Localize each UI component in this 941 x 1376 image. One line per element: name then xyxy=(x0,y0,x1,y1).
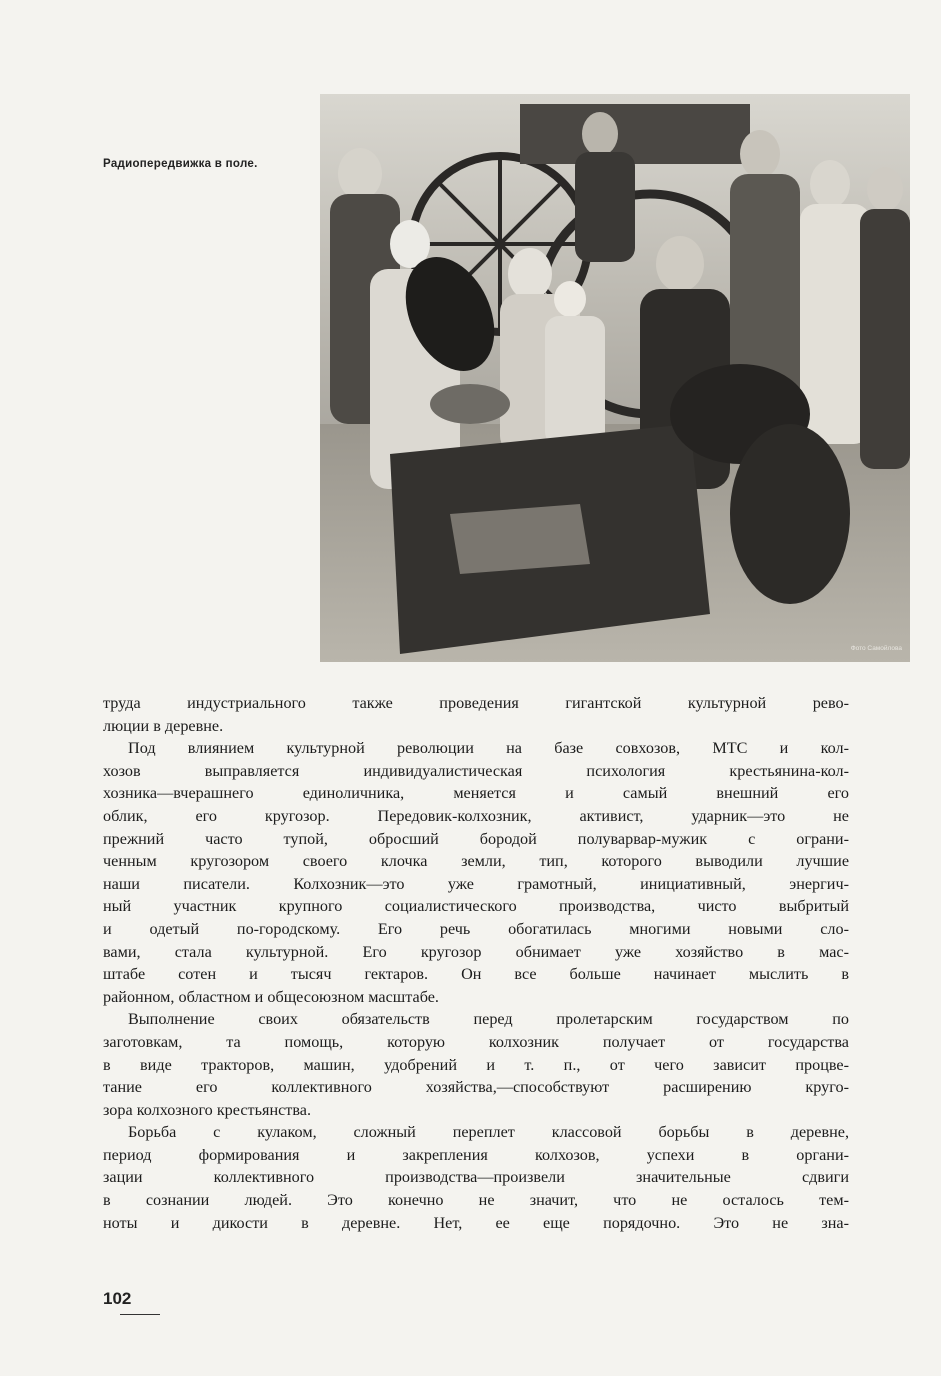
body-text xyxy=(103,692,849,1234)
paragraph xyxy=(103,692,849,737)
text-line: ный участник крупного социалистического производства, чисто выбритый xyxy=(103,897,849,916)
text-line: Выполнение своих обязательств перед пролетарским государством по xyxy=(128,1010,849,1029)
text-line: зора колхозного крестьянства. xyxy=(103,1100,312,1119)
text-line: Под влиянием культурной революции на базе совхозов, МТС и кол- xyxy=(128,739,849,758)
text-line: прежний часто тупой, обросший бородой полуварвар-мужик с ограни- xyxy=(103,829,849,848)
photograph-icon xyxy=(320,94,910,662)
photograph xyxy=(320,94,910,662)
text-line: в сознании людей. Это конечно не значит, что не осталось тем- xyxy=(103,1191,849,1210)
text-line: зации коллективного производства—произвели значительные сдвиги xyxy=(103,1168,849,1187)
text-line: вами, стала культурной. Его кругозор обнимает уже хозяйство в мас- xyxy=(103,942,849,961)
text-line: районном, областном и общесоюзном масштабе. xyxy=(103,987,439,1006)
text-line: штабе сотен и тысяч гектаров. Он все больше начинает мыслить в xyxy=(103,965,849,984)
photo-credit: Фото Самойлова xyxy=(850,645,902,652)
text-line: Борьба с кулаком, сложный переплет классовой борьбы в деревне, xyxy=(128,1123,849,1142)
text-line: период формирования и закрепления колхозов, успехи в органи- xyxy=(103,1145,849,1164)
text-line: хозника—вчерашнего единоличника, меняется и самый внешний его xyxy=(103,784,849,803)
page-number: 102 xyxy=(103,1289,132,1308)
paragraph xyxy=(103,737,849,1008)
text-line: заготовкам, та помощь, которую колхозник получает от государства xyxy=(103,1032,849,1051)
text-line: труда индустриального также проведения гигантской культурной рево- xyxy=(103,694,849,712)
text-line: облик, его кругозор. Передовик-колхозник, активист, ударник—это не xyxy=(103,806,849,825)
text-line: наши писатели. Колхозник—это уже грамотный, инициативный, энергич- xyxy=(103,874,849,893)
text-line: в виде тракторов, машин, удобрений и т. п., от чего зависит процве- xyxy=(103,1055,849,1074)
text-line: ноты и дикости в деревне. Нет, ее еще порядочно. Это не зна- xyxy=(103,1213,849,1232)
photo-caption: Радиопередвижка в поле. xyxy=(103,158,258,170)
text-line: хозов выправляется индивидуалистическая психология крестьянина-кол- xyxy=(103,761,849,780)
text-line: люции в деревне. xyxy=(103,716,224,735)
text-line: ченным кругозором своего клочка земли, тип, которого выводили лучшие xyxy=(103,852,849,871)
paragraph xyxy=(103,1121,849,1234)
text-line: и одетый по-городскому. Его речь обогатилась многими новыми сло- xyxy=(103,919,849,938)
page-number-rule xyxy=(120,1314,160,1315)
text-line: тание его коллективного хозяйства,—способствуют расширению круго- xyxy=(103,1078,849,1097)
paragraph xyxy=(103,1008,849,1121)
